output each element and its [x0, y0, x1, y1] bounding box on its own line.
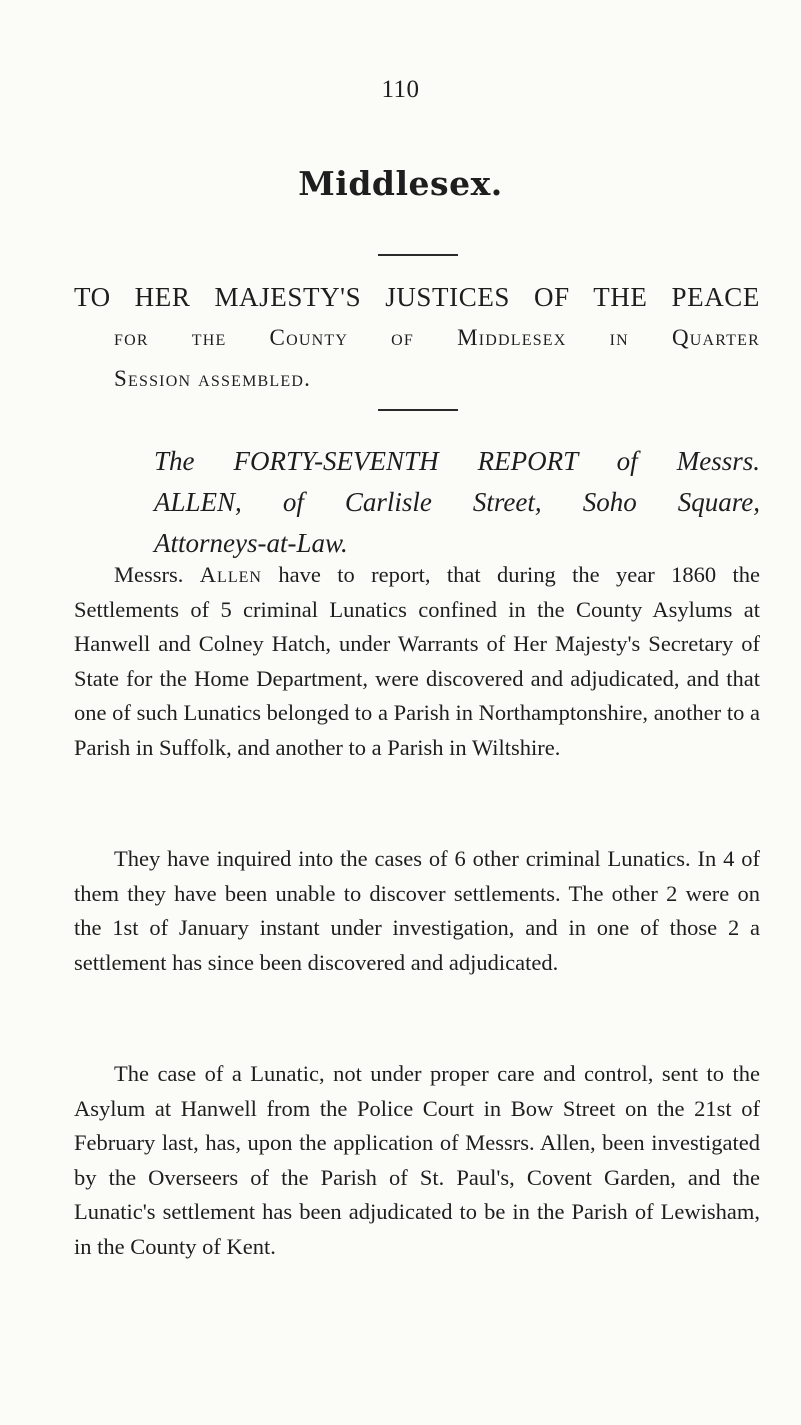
address-line-1: TO HER MAJESTY'S JUSTICES OF THE PEACE — [74, 282, 760, 312]
firm-name: Allen — [199, 562, 262, 587]
body-paragraph-3 — [74, 1057, 760, 1264]
county-heading: Middlesex. — [298, 164, 503, 203]
report-title-line-1: The FORTY-SEVENTH REPORT of Messrs. — [154, 446, 760, 476]
body-paragraph-2 — [74, 842, 760, 980]
paragraph-lead: Messrs. — [114, 562, 184, 587]
address-line-3: Session assembled. — [114, 366, 312, 391]
report-title-line-3: Attorneys-at-Law. — [154, 528, 348, 558]
address-line-2: for the County of Middlesex in Quarter — [114, 325, 760, 350]
paragraph-text: The case of a Lunatic, not under proper care and control, sent to the Asylum at Hanwell from the Police Court in Bow Street on the 21st of February last, has, upon the application of Messrs. Allen, been investigated by the Overseers of the Parish of St. Paul's, Covent Garden, and the Lunatic's settlement has been adjudicated to be in the Parish of Lewisham, in the County of Kent. — [74, 1061, 760, 1259]
paragraph-text: have to report, that during the year 1860 the Settlements of 5 criminal Lunatics confined in the County Asylums at Hanwell and Colney Hatch, under Warrants of Her Majesty's Secretary of State for the Home Department, were discovered and adjudicated, and that one of such Lunatics belonged to a Parish in Northamptonshire, another to a Parish in Suffolk, and another to a Parish in Wiltshire. — [74, 562, 761, 760]
body-paragraph-1 — [74, 558, 760, 765]
divider-rule — [378, 409, 458, 411]
divider-rule — [378, 254, 458, 256]
page-number: 110 — [381, 76, 420, 103]
report-title-line-2: ALLEN, of Carlisle Street, Soho Square, — [154, 487, 760, 517]
paragraph-text: They have inquired into the cases of 6 other criminal Lunatics. In 4 of them they have been unable to discover settlements. The other 2 were on the 1st of January instant under investigation, and in one of those 2 a settlement has since been discovered and adjudicated. — [74, 846, 760, 975]
